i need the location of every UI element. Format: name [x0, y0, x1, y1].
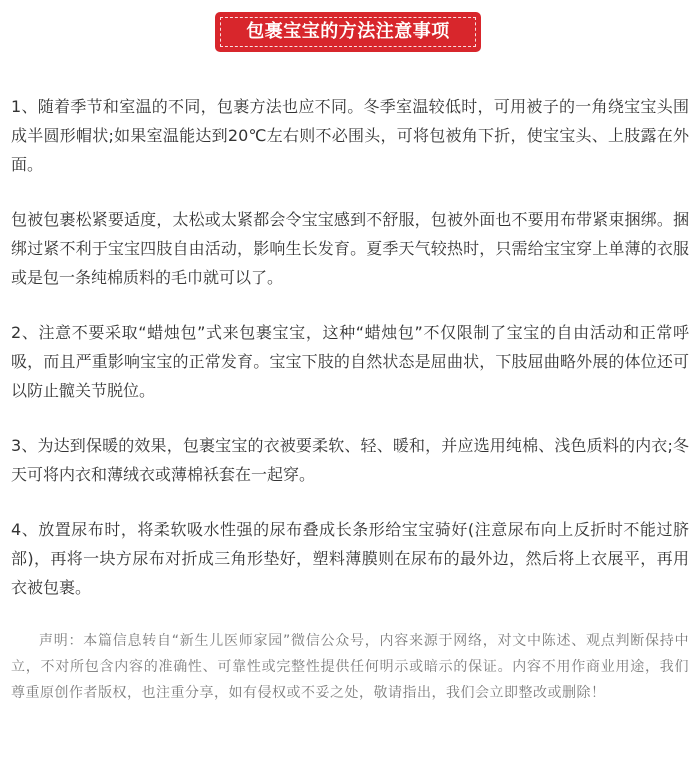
title-container: [0, 13, 696, 51]
paragraph-5: 4、放置尿布时，将柔软吸水性强的尿布叠成长条形给宝宝骑好(注意尿布向上反折时不能过脐部)，再将一块方尿布对折成三角形垫好，塑料薄膜则在尿布的最外边，然后将上衣展平，再用衣被包裹。: [11, 520, 689, 597]
article-body: [11, 92, 689, 706]
article-title: 包裹宝宝的方法注意事项: [216, 13, 480, 51]
disclaimer-text: 声明：本篇信息转自“新生儿医师家园”微信公众号，内容来源于网络，对文中陈述、观点判断保持中立，不对所包含内容的准确性、可靠性或完整性提供任何明示或暗示的保证。内容不用作商业用途，我们尊重原创作者版权，也注重分享，如有侵权或不妥之处，敬请指出，我们会立即整改或删除！: [11, 633, 689, 701]
paragraph-3: 2、注意不要采取“蜡烛包”式来包裹宝宝，这种“蜡烛包”不仅限制了宝宝的自由活动和正常呼吸，而且严重影响宝宝的正常发育。宝宝下肢的自然状态是屈曲状，下肢屈曲略外展的体位还可以防止髋关节脱位。: [11, 323, 689, 400]
paragraph-4: 3、为达到保暖的效果，包裹宝宝的衣被要柔软、轻、暖和，并应选用纯棉、浅色质料的内衣;冬天可将内衣和薄绒衣或薄棉袄套在一起穿。: [11, 436, 689, 484]
paragraph-1: 1、随着季节和室温的不同，包裹方法也应不同。冬季室温较低时，可用被子的一角绕宝宝头围成半圆形帽状;如果室温能达到20℃左右则不必围头，可将包被角下折，使宝宝头、上肢露在外面。: [11, 97, 689, 174]
paragraph-2: 包被包裹松紧要适度，太松或太紧都会令宝宝感到不舒服，包被外面也不要用布带紧束捆绑。捆绑过紧不利于宝宝四肢自由活动，影响生长发育。夏季天气较热时，只需给宝宝穿上单薄的衣服或是包一条纯棉质料的毛巾就可以了。: [11, 210, 689, 287]
